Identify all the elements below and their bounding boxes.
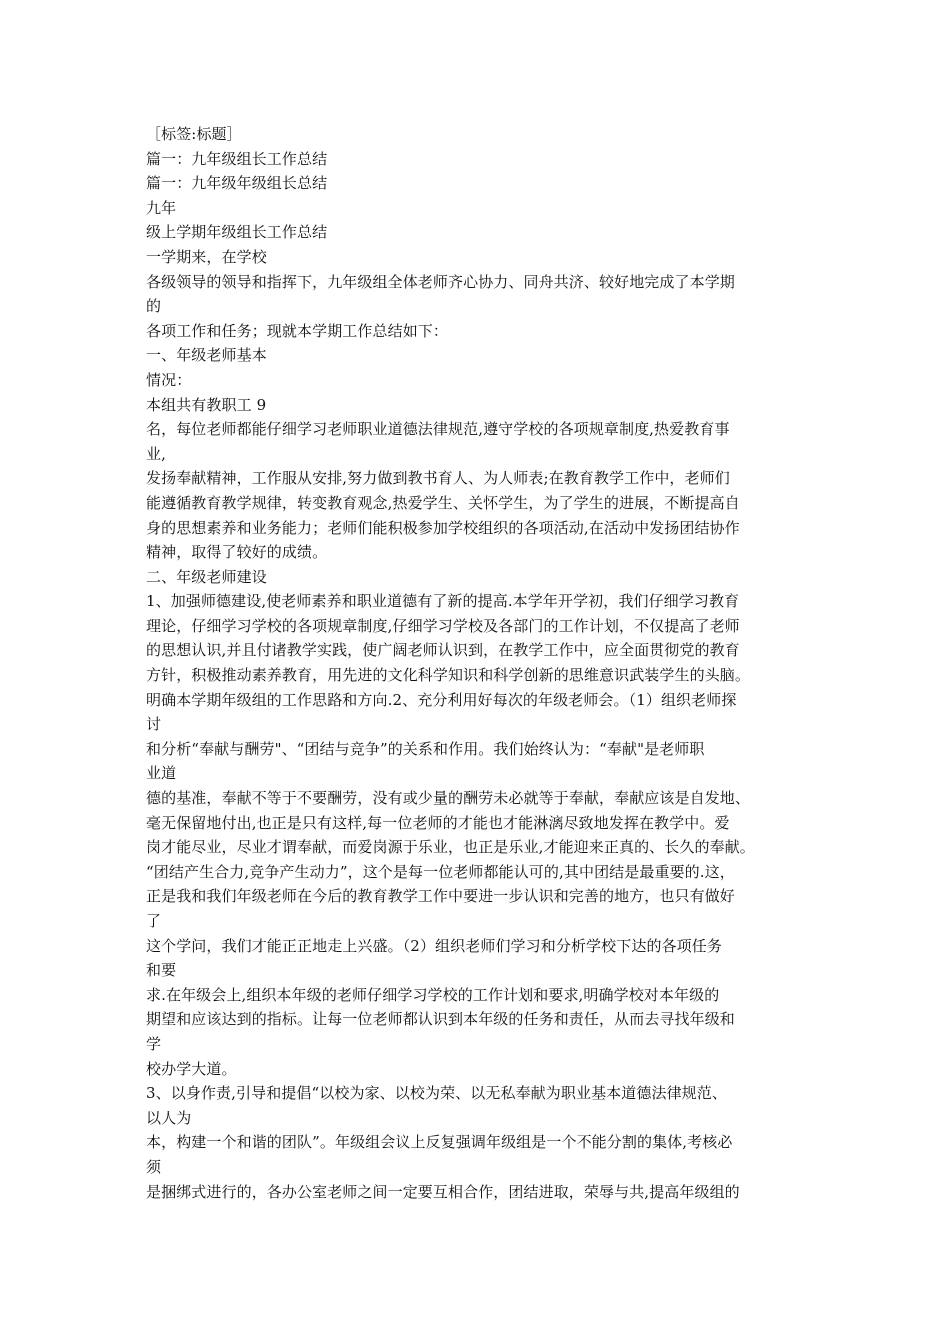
text-line: ［标签:标题］ (146, 125, 242, 143)
text-line: 一学期来，在学校 (146, 247, 267, 266)
text-line: 方针，积极推动素养教育，用先进的文化科学知识和科学创新的思维意识武装学生的头脑。 (146, 666, 751, 685)
document-body (146, 122, 818, 1204)
text-line: 和分析“奉献与酬劳"、“团结与竞争”的关系和作用。我们始终认为：“奉献"是老师职 (146, 739, 705, 758)
text-line: 能遵循教育教学规律，转变教育观念,热爱学生、关怀学生，为了学生的进展，不断提高自 (146, 493, 740, 512)
text-line: 精神，取得了较好的成绩。 (146, 543, 328, 562)
text-line: 了 (146, 912, 162, 930)
text-line: 级上学期年级组长工作总结 (146, 223, 328, 242)
text-line: 九年 (146, 198, 177, 217)
text-line: 各项工作和任务；现就本学期工作总结如下： (146, 321, 449, 340)
text-line: 明确本学期年级组的工作思路和方向.2、充分利用好每次的年级老师会。（1）组织老师探 (146, 690, 737, 709)
text-line: 求.在年级会上,组织本年级的老师仔细学习学校的工作计划和要求,明确学校对本年级的 (146, 985, 720, 1004)
text-line: 和要 (146, 961, 177, 980)
text-line: 这个学问，我们才能正正地走上兴盛。（2）组织老师们学习和分析学校下达的各项任务 (146, 936, 722, 955)
text-line: 二、年级老师建设 (146, 567, 267, 586)
text-line: 各级领导的领导和指挥下，九年级组全体老师齐心协力、同舟共济、较好地完成了本学期 (146, 272, 735, 291)
text-line: 毫无保留地付出,也正是只有这样,每一位老师的才能也才能淋漓尽致地发挥在教学中。爱 (146, 813, 730, 832)
text-line: 身的思想素养和业务能力；老师们能积极参加学校组织的各项活动,在活动中发扬团结协作 (146, 518, 740, 537)
text-line: 理论，仔细学习学校的各项规章制度,仔细学习学校及各部门的工作计划，不仅提高了老师 (146, 616, 740, 635)
text-line: 业道 (146, 764, 177, 783)
text-line: 德的基准，奉献不等于不要酬劳，没有或少量的酬劳未必就等于奉献，奉献应该是自发地、 (146, 789, 751, 808)
text-line: 的 (146, 297, 162, 316)
text-line: “团结产生合力,竞争产生动力”，这个是每一位老师都能认可的,其中团结是最重要的.这， (146, 862, 735, 881)
text-line: 的思想认识,并且付诸教学实践，使广阔老师认识到，在教学工作中，应全面贯彻党的教育 (146, 641, 740, 660)
text-line: 1、加强师德建设,使老师素养和职业道德有了新的提高.本学年开学初，我们仔细学习教育 (146, 592, 740, 611)
text-line: 是捆绑式进行的，各办公室老师之间一定要互相合作，团结进取，荣辱与共,提高年级组的 (146, 1182, 740, 1201)
text-line: 发扬奉献精神，工作服从安排,努力做到教书育人、为人师表;在教育教学工作中，老师们 (146, 469, 730, 488)
text-line: 正是我和我们年级老师在今后的教育教学工作中要进一步认识和完善的地方，也只有做好 (146, 887, 735, 906)
text-line: 业, (146, 444, 166, 463)
text-line: 期望和应该达到的指标。让每一位老师都认识到本年级的任务和责任，从而去寻找年级和 (146, 1010, 735, 1029)
text-line: 以人为 (146, 1108, 192, 1127)
text-line: 本组共有教职工 9 (146, 395, 267, 414)
text-line: 校办学大道。 (146, 1059, 237, 1078)
text-line: 一、年级老师基本 (146, 346, 267, 365)
text-line: 岗才能尽业，尽业才谓奉献，而爱岗源于乐业，也正是乐业,才能迎来正真的、长久的奉献。 (146, 838, 755, 857)
text-line: 本，构建一个和谐的团队”。年级组会议上反复强调年级组是一个不能分割的集体,考核必 (146, 1133, 733, 1152)
text-line: 须 (146, 1157, 162, 1176)
text-line: 情况： (146, 370, 192, 389)
text-line: 篇一：九年级组长工作总结 (146, 149, 328, 168)
text-line: 篇一：九年级年级组长总结 (146, 174, 328, 193)
text-line: 学 (146, 1034, 162, 1053)
text-line: 3、以身作责,引导和提倡“以校为家、以校为荣、以无私奉献为职业基本道德法律规范、 (146, 1084, 727, 1103)
text-line: 名，每位老师都能仔细学习老师职业道德法律规范,遵守学校的各项规章制度,热爱教育事 (146, 420, 730, 439)
text-line: 讨 (146, 715, 162, 734)
